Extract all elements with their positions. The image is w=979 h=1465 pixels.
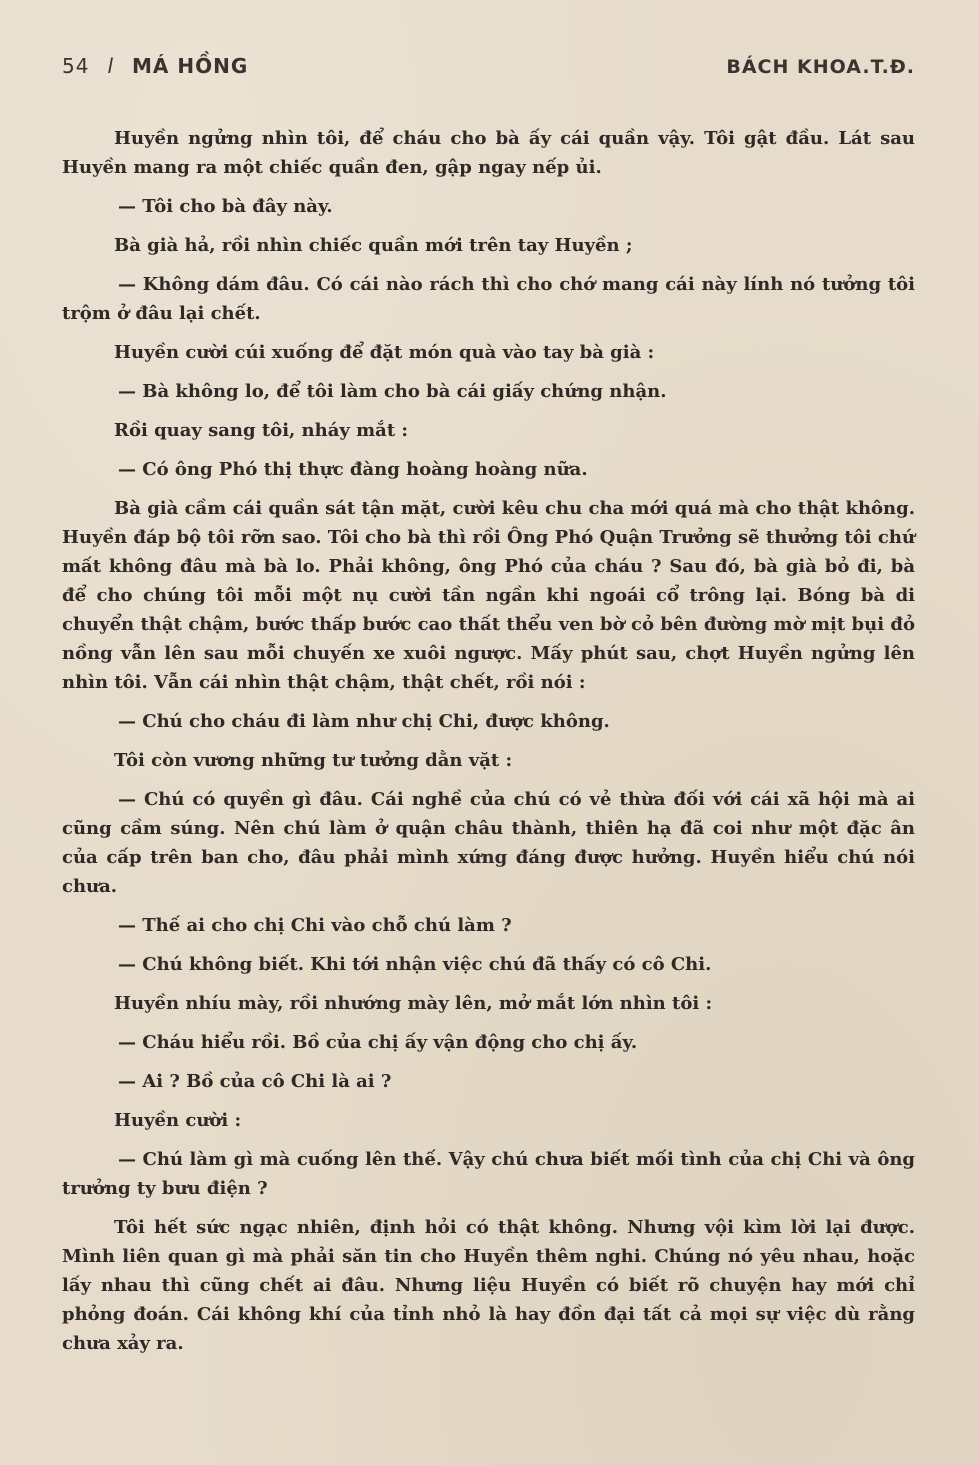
dialogue-line: — Cháu hiểu rồi. Bồ của chị ấy vận động cho chị ấy. (118, 1032, 638, 1053)
body-text (62, 124, 915, 1358)
dialogue-line: — Tôi cho bà đây này. (118, 196, 333, 217)
paragraph: Huyền cười cúi xuống để đặt món quà vào tay bà già : (114, 342, 655, 363)
page-header (62, 54, 915, 78)
paragraph: Huyền cười : (114, 1110, 242, 1131)
dialogue-line: — Chú làm gì mà cuống lên thế. Vậy chú chưa biết mối tình của chị Chi và ông trưởng ty bưu điện ? (62, 1149, 915, 1199)
dialogue-line: — Thế ai cho chị Chi vào chỗ chú làm ? (118, 915, 512, 936)
dialogue-line: — Bà không lo, để tôi làm cho bà cái giấy chứng nhận. (118, 381, 667, 402)
dialogue-line: — Chú có quyền gì đâu. Cái nghề của chú có vẻ thừa đối với cái xã hội mà ai cũng cầm súng. Nên chú làm ở quận châu thành, thiên hạ đã coi như một đặc ân của cấp trên ban cho, đâu phải mình xứng đáng được hưởng. Huyền hiểu chú nói chưa. (62, 789, 915, 897)
header-left (62, 54, 248, 78)
paragraph: Bà già hả, rồi nhìn chiếc quần mới trên tay Huyền ; (114, 235, 633, 256)
chapter-title: MÁ HỒNG (132, 54, 249, 78)
dialogue-line: — Chú cho cháu đi làm như chị Chi, được không. (118, 711, 610, 732)
paragraph: Rồi quay sang tôi, nháy mắt : (114, 420, 409, 441)
dialogue-line: — Ai ? Bồ của cô Chi là ai ? (118, 1071, 392, 1092)
dialogue-line: — Chú không biết. Khi tới nhận việc chú đã thấy có cô Chi. (118, 954, 712, 975)
paragraph: Tôi còn vương những tư tưởng dằn vặt : (114, 750, 513, 771)
paragraph: Huyền ngửng nhìn tôi, để cháu cho bà ấy cái quần vậy. Tôi gật đầu. Lát sau Huyền mang ra một chiếc quần đen, gập ngay nếp ủi. (62, 128, 915, 178)
page-number: 54 (62, 54, 90, 78)
paragraph: Tôi hết sức ngạc nhiên, định hỏi có thật không. Nhưng vội kìm lời lại được. Mình liên quan gì mà phải săn tin cho Huyền thêm nghi. Chúng nó yêu nhau, hoặc lấy nhau thì cũng chết ai đâu. Nhưng liệu Huyền có biết rõ chuyện hay mới chỉ phỏng đoán. Cái không khí của tỉnh nhỏ là hay đồn đại tất cả mọi sự việc dù rằng chưa xảy ra. (62, 1217, 915, 1354)
magazine-name: BÁCH KHOA.T.Đ. (726, 56, 915, 78)
dialogue-line: — Không dám đâu. Có cái nào rách thì cho chớ mang cái này lính nó tưởng tôi trộm ở đâu lại chết. (62, 274, 915, 324)
dialogue-line: — Có ông Phó thị thực đàng hoàng hoàng nữa. (118, 459, 588, 480)
paragraph: Bà già cầm cái quần sát tận mặt, cười kêu chu cha mới quá mà cho thật không. Huyền đáp bộ tôi rỡn sao. Tôi cho bà thì rồi Ông Phó Quận Trưởng sẽ thưởng tôi chứ mất không đâu mà bà lo. Phải không, ông Phó của cháu ? Sau đó, bà già bỏ đi, bà để cho chúng tôi mỗi một nụ cười tần ngần khi ngoái cổ trông lại. Bóng bà di chuyển thật chậm, bước thấp bước cao thất thểu ven bờ cỏ bên đường mờ mịt bụi đỏ nồng vẫn lên sau mỗi chuyến xe xuôi ngược. Mấy phút sau, chợt Huyền ngửng lên nhìn tôi. Vẫn cái nhìn thật chậm, thật chết, rồi nói : (62, 498, 915, 693)
paragraph: Huyền nhíu mày, rồi nhướng mày lên, mở mắt lớn nhìn tôi : (114, 993, 713, 1014)
header-separator: l (107, 54, 115, 78)
